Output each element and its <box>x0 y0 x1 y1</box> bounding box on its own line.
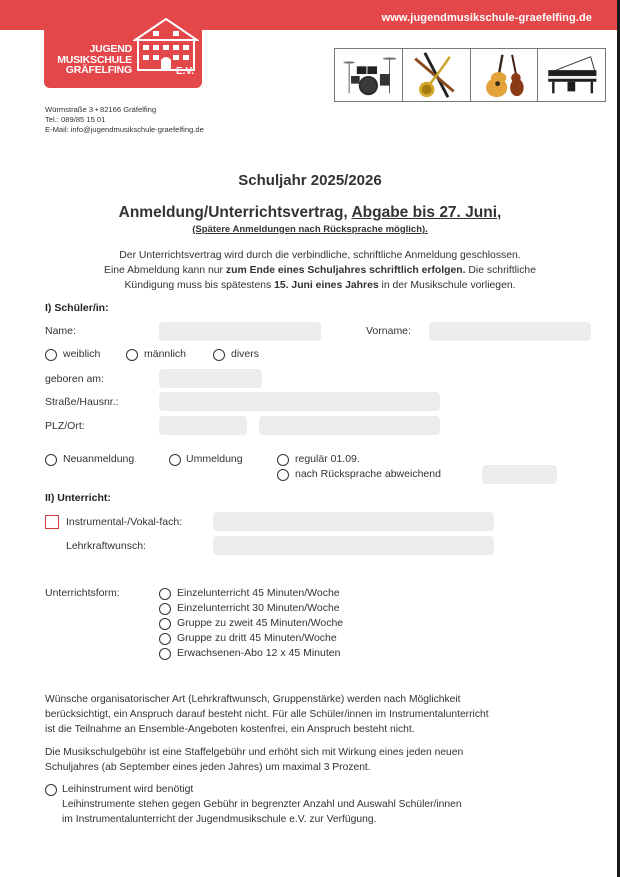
firstname-input[interactable] <box>429 322 591 341</box>
drum-kit-image <box>335 49 403 101</box>
rental-desc-line-1: Leihinstrumente stehen gegen Gebühr in begrenzter Anzahl und Auswahl Schüler/innen <box>62 799 462 810</box>
logo-wordmark <box>52 44 132 76</box>
new-registration-label: Neuanmeldung <box>63 453 135 465</box>
instrument-images <box>334 48 606 102</box>
deadline-text: Abgabe bis 27. Juni, <box>351 204 502 221</box>
form-heading <box>0 204 620 222</box>
gender-label-diverse: divers <box>231 348 260 360</box>
lesson-form-label: Unterrichtsform: <box>45 587 120 599</box>
terms-p1-line-3: ist die Teilnahme an Ensemble-Angeboten kostenfrei, ein Anspruch besteht nicht. <box>45 724 415 735</box>
street-input[interactable] <box>159 392 440 411</box>
late-registration-note: (Spätere Anmeldungen nach Rücksprache möglich). <box>192 224 428 235</box>
form-label-adult-abo: Erwachsenen-Abo 12 x 45 Minuten <box>177 647 341 659</box>
intro-text <box>40 248 600 293</box>
intro-line-2c: Die schriftliche <box>465 265 536 276</box>
start-regular-radio[interactable] <box>277 454 289 466</box>
wind-instruments-icon <box>403 49 470 101</box>
school-year-title: Schuljahr 2025/2026 <box>238 172 382 189</box>
form-label-single-45: Einzelunterricht 45 Minuten/Woche <box>177 587 340 599</box>
name-input[interactable] <box>159 322 321 341</box>
lessons-section-title: II) Unterricht: <box>45 492 111 504</box>
intro-line-2 <box>40 263 600 278</box>
school-house-icon <box>133 16 199 72</box>
subject-label: Instrumental-/Vokal-fach: <box>66 516 183 528</box>
name-label: Name: <box>45 325 76 337</box>
intro-line-3b: 15. Juni eines Jahres <box>274 280 379 291</box>
drum-kit-icon <box>335 49 402 101</box>
intro-line-3c: in der Musikschule vorliegen. <box>378 280 516 291</box>
gender-radio-female[interactable] <box>45 349 57 361</box>
start-regular-label: regulär 01.09. <box>295 453 360 465</box>
zip-input[interactable] <box>159 416 247 435</box>
subject-input[interactable] <box>213 512 494 531</box>
string-instruments-image <box>471 49 539 101</box>
piano-image <box>538 49 605 101</box>
form-radio-pair-45[interactable] <box>159 618 171 630</box>
re-registration-radio[interactable] <box>169 454 181 466</box>
rental-description <box>62 797 602 827</box>
form-label-pair-45: Gruppe zu zweit 45 Minuten/Woche <box>177 617 344 629</box>
form-heading-text: Anmeldung/Unterrichtsvertrag, <box>118 204 352 221</box>
website-link[interactable]: www.jugendmusikschule-graefelfing.de <box>381 12 592 24</box>
terms-paragraph-2 <box>45 745 605 775</box>
form-label-trio-45: Gruppe zu dritt 45 Minuten/Woche <box>177 632 337 644</box>
form-label-single-30: Einzelunterricht 30 Minuten/Woche <box>177 602 340 614</box>
guitar-violin-icon <box>471 49 538 101</box>
logo-ev: E.V. <box>176 66 194 77</box>
gender-radio-diverse[interactable] <box>213 349 225 361</box>
street-label: Straße/Hausnr.: <box>45 396 119 408</box>
re-registration-label: Ummeldung <box>186 453 243 465</box>
address-phone: Tel.: 089/85 15 01 <box>45 115 106 124</box>
intro-line-3a: Kündigung muss bis spätestens <box>124 280 275 291</box>
teacher-label: Lehrkraftwunsch: <box>66 540 146 552</box>
terms-p1-line-2: berücksichtigt, ein Anspruch darauf besteht nicht. Für alle Schüler/innen im Instrumentalunterricht <box>45 709 489 720</box>
start-date-input[interactable] <box>482 465 557 484</box>
firstname-label: Vorname: <box>366 325 411 337</box>
gender-label-female: weiblich <box>63 348 101 360</box>
start-custom-label: nach Rücksprache abweichend <box>295 468 441 480</box>
logo-line-jugend: JUGEND <box>89 43 132 55</box>
intro-line-2b: zum Ende eines Schuljahres schriftlich erfolgen. <box>225 265 466 276</box>
subject-checkbox[interactable] <box>45 515 59 529</box>
form-radio-single-45[interactable] <box>159 588 171 600</box>
intro-line-3 <box>40 278 600 293</box>
student-section-title: I) Schüler/in: <box>45 302 109 314</box>
form-radio-single-30[interactable] <box>159 603 171 615</box>
intro-line-1: Der Unterrichtsvertrag wird durch die verbindliche, schriftliche Anmeldung geschlossen. <box>119 250 521 261</box>
start-custom-radio[interactable] <box>277 469 289 481</box>
city-input[interactable] <box>259 416 440 435</box>
rental-instrument-label: Leihinstrument wird benötigt <box>62 783 194 795</box>
rental-instrument-radio[interactable] <box>45 784 57 796</box>
terms-p2-line-2: Schuljahres (ab September eines jeden Jahres) um maximal 3 Prozent. <box>45 762 371 773</box>
address-email[interactable]: E-Mail: info@jugendmusikschule-graefelfing.de <box>45 125 204 134</box>
terms-p2-line-1: Die Musikschulgebühr ist eine Staffelgebühr und erhöht sich mit Wirkung eines jeden neuen <box>45 747 464 758</box>
rental-desc-line-2: im Instrumentalunterricht der Jugendmusikschule e.V. zur Verfügung. <box>62 814 377 825</box>
new-registration-radio[interactable] <box>45 454 57 466</box>
intro-line-2a: Eine Abmeldung kann nur <box>104 265 226 276</box>
wind-instruments-image <box>403 49 471 101</box>
address-street: Würmstraße 3 • 82166 Gräfelfing <box>45 105 157 114</box>
school-address <box>45 105 204 135</box>
grand-piano-icon <box>538 49 605 101</box>
terms-paragraph-1 <box>45 692 605 737</box>
birthdate-label: geboren am: <box>45 373 104 385</box>
logo-line-graefelfing: GRÄFELFING <box>65 64 132 76</box>
form-radio-trio-45[interactable] <box>159 633 171 645</box>
gender-radio-male[interactable] <box>126 349 138 361</box>
terms-p1-line-1: Wünsche organisatorischer Art (Lehrkraftwunsch, Gruppenstärke) werden nach Möglichkeit <box>45 694 461 705</box>
logo-line-musikschule: MUSIKSCHULE <box>57 53 132 66</box>
city-label: PLZ/Ort: <box>45 420 85 432</box>
teacher-input[interactable] <box>213 536 494 555</box>
gender-label-male: männlich <box>144 348 187 360</box>
birthdate-input[interactable] <box>159 369 262 388</box>
form-radio-adult-abo[interactable] <box>159 648 171 660</box>
